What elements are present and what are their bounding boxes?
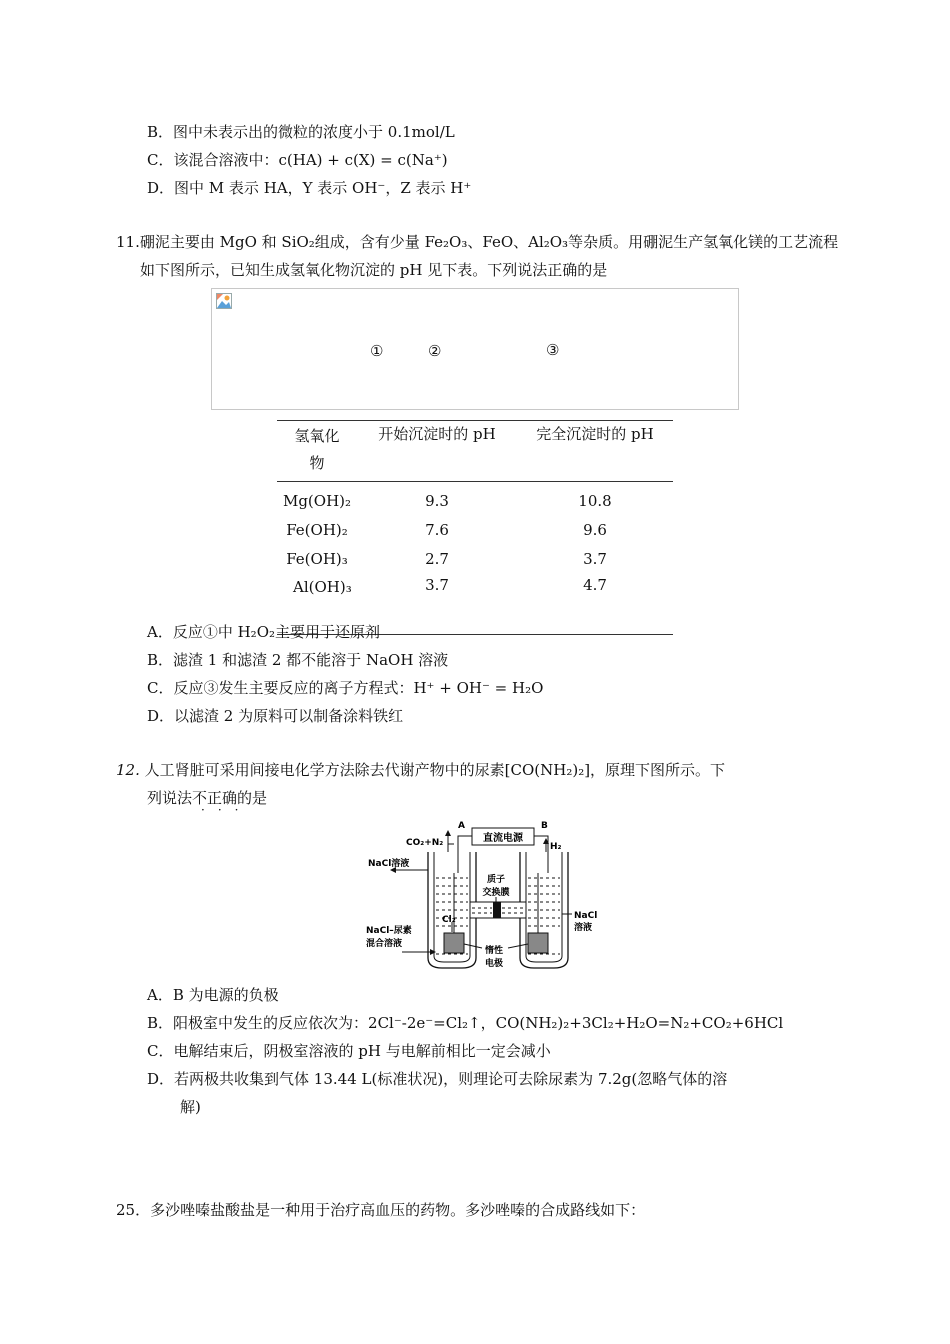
q12-option-b: B．阳极室中发生的反应依次为：2Cl⁻-2e⁻=Cl₂↑，CO(NH₂)₂+3Cl₂+H₂O=N₂+CO₂+6HCl [147, 1014, 784, 1032]
q11-option-a: A．反应①中 H₂O₂主要用于还原剂 [147, 623, 381, 641]
table-row [277, 482, 673, 516]
q10-option-c [147, 150, 448, 170]
membrane-label-1: 质子 [486, 875, 506, 885]
table-cell: 9.6 [583, 520, 607, 539]
q11-option-b: B．滤渣 1 和滤渣 2 都不能溶于 NaOH 溶液 [147, 651, 449, 669]
ph-table [277, 420, 673, 635]
table-cell: 10.8 [578, 491, 612, 510]
table-cell: Fe(OH)₃ [286, 549, 348, 568]
emphasis-dots: ··· [201, 803, 252, 817]
cl2-label: Cl₂ [442, 915, 456, 925]
table-row [277, 544, 673, 573]
q10-option-c-expr: c(HA) + c(X) = c(Na⁺) [278, 151, 448, 169]
q10-option-b: B．图中未表示出的微粒的浓度小于 0.1mol/L [147, 123, 455, 141]
nacl-right-label-1: NaCl [574, 911, 598, 921]
electrode-label-1: 惰性 [484, 946, 504, 956]
right-electrode [528, 933, 548, 953]
table-cell: Mg(OH)₂ [282, 491, 352, 510]
table-row [277, 515, 673, 544]
q12-option-a: A．B 为电源的负极 [147, 986, 279, 1004]
mix-label-1: NaCl–尿素 [366, 926, 412, 936]
terminal-a-label: A [458, 821, 465, 831]
q12-option-c: C．电解结束后，阴极室溶液的 pH 与电解前相比一定会减小 [147, 1042, 551, 1060]
broken-image-icon [216, 293, 232, 309]
q12-option-d: D．若两极共收集到气体 13.44 L(标准状况)，则理论可去除尿素为 7.2g(忽略气体的溶 [147, 1070, 728, 1088]
q11-stem-line2: 如下图所示，已知生成氢氧化物沉淀的 pH 见下表。下列说法正确的是 [140, 261, 608, 279]
table-cell: 3.7 [357, 573, 517, 635]
left-electrode [444, 933, 464, 953]
q12-number: 12. [116, 761, 140, 779]
q11-option-d: D．以滤渣 2 为原料可以制备涂料铁红 [147, 707, 404, 725]
table-cell: 3.7 [583, 549, 607, 568]
flow-label-2: ② [428, 342, 442, 360]
proton-exchange-membrane [493, 902, 501, 918]
flow-label-3: ③ [546, 341, 560, 359]
electrolysis-diagram [362, 818, 598, 976]
table-cell: 2.7 [425, 549, 449, 568]
q10-option-d: D．图中 M 表示 HA，Y 表示 OH⁻，Z 表示 H⁺ [147, 179, 472, 197]
power-supply-label: 直流电源 [483, 833, 523, 844]
table-cell: 7.6 [425, 520, 449, 539]
gas-right-label: H₂ [550, 842, 562, 852]
q12-stem-line1 [116, 760, 725, 780]
q10-option-c-prefix: C．该混合溶液中： [147, 151, 279, 169]
table-cell: 9.3 [425, 491, 449, 510]
q11-flow-diagram [211, 288, 739, 410]
terminal-b-label: B [541, 821, 548, 831]
nacl-out-label: NaCl溶液 [368, 859, 410, 869]
flow-label-1: ① [370, 342, 384, 360]
membrane-label-2: 交换膜 [482, 888, 510, 898]
table-header: 完全沉淀时的 pH [517, 421, 673, 482]
nacl-right-label-2: 溶液 [574, 923, 593, 933]
q11-stem-line1: 11.硼泥主要由 MgO 和 SiO₂组成，含有少量 Fe₂O₃、FeO、Al₂O₃等杂质。用硼泥生产氢氧化镁的工艺流程 [116, 233, 839, 251]
table-header-row [277, 421, 673, 482]
table-cell: 4.7 [517, 573, 673, 635]
table-header: 开始沉淀时的 pH [357, 421, 517, 482]
q12-stem-text: 人工肾脏可采用间接电化学方法除去代谢产物中的尿素[CO(NH₂)₂]，原理下图所示。下 [144, 761, 726, 779]
gas-left-label: CO₂+N₂ [406, 838, 444, 848]
table-cell: Fe(OH)₂ [286, 520, 348, 539]
table-cell: Al(OH)₃ [277, 573, 357, 635]
electrode-label-2: 电极 [484, 959, 504, 969]
mix-label-2: 混合溶液 [366, 939, 403, 949]
q11-option-c: C．反应③发生主要反应的离子方程式：H⁺ + OH⁻ = H₂O [147, 679, 544, 697]
table-header: 氢氧化物 [277, 421, 357, 482]
q12-stem-line2: 列说法不正确的是 [147, 789, 268, 807]
q12-option-d-continued: 解) [180, 1098, 201, 1116]
q25-stem: 25．多沙唑嗪盐酸盐是一种用于治疗高血压的药物。多沙唑嗪的合成路线如下： [116, 1201, 646, 1219]
